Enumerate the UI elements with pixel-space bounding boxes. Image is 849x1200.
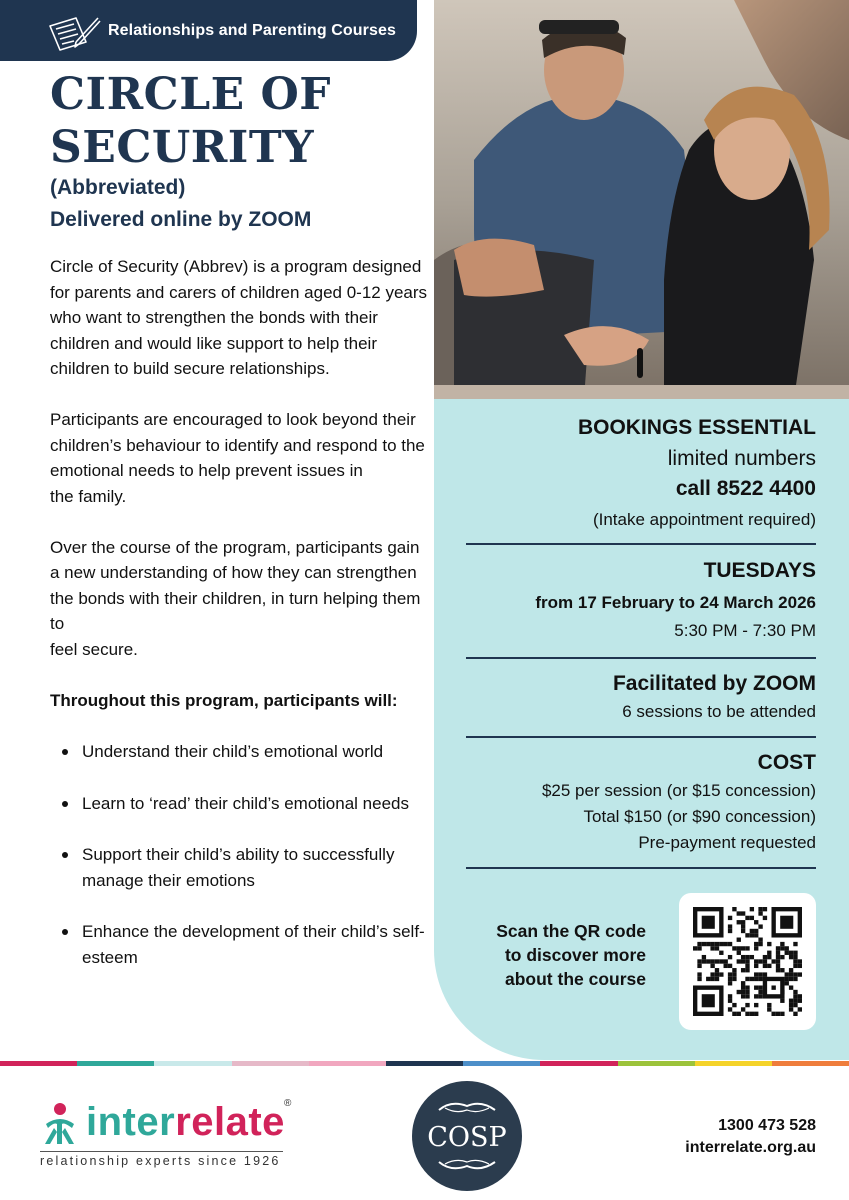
outcomes-list	[50, 739, 430, 970]
subtitle-abbreviated: (Abbreviated)	[50, 176, 186, 199]
list-heading: Throughout this program, participants will:	[50, 690, 398, 710]
header-tab	[0, 0, 417, 61]
stripe-segment	[232, 1061, 309, 1066]
stripe-segment	[695, 1061, 772, 1066]
cost-heading: COST	[757, 751, 816, 774]
qr-code-icon	[693, 907, 802, 1016]
day-heading: TUESDAYS	[703, 559, 816, 582]
color-stripe	[0, 1061, 849, 1066]
booking-details	[466, 413, 816, 869]
stripe-segment	[386, 1061, 463, 1066]
facilitated-heading: Facilitated by ZOOM	[612, 672, 816, 695]
sessions-note: 6 sessions to be attended	[622, 702, 816, 721]
booking-panel	[434, 399, 849, 1060]
logo-word-relate: relate	[175, 1100, 285, 1144]
participants-paragraph	[50, 407, 430, 509]
qr-caption	[484, 919, 646, 991]
date-range: from 17 February to 24 March 2026	[535, 593, 816, 612]
cost-total: Total $150 (or $90 concession)	[583, 807, 816, 826]
subtitle-delivery: Delivered online by ZOOM	[50, 208, 312, 231]
stripe-segment	[0, 1061, 77, 1066]
document-pen-icon	[46, 12, 102, 52]
qr-caption-line-1: Scan the QR code	[496, 921, 646, 941]
footer-phone[interactable]: 1300 473 528	[718, 1117, 816, 1134]
intro-paragraph: Circle of Security (Abbrev) is a program designed for parents and carers of children aged 0-12 years who want to strengthen the bonds with their children and would like support to help their children to build secure relationships.	[50, 257, 428, 378]
stripe-segment	[618, 1061, 695, 1066]
participants-paragraph-a: Participants are encouraged to look beyond their children’s behaviour to identify and respond to the emotional needs to help prevent issues in	[50, 410, 425, 480]
bookings-limited: limited numbers	[667, 447, 816, 470]
session-time: 5:30 PM - 7:30 PM	[674, 621, 816, 640]
header-tab-label: Relationships and Parenting Courses	[108, 22, 396, 39]
title-line-1: CIRCLE OF	[50, 69, 332, 120]
course-paragraph	[50, 535, 430, 663]
course-paragraph-a: Over the course of the program, participants gain a new understanding of how they can strengthen the bonds with their children, in turn helping them to	[50, 537, 421, 633]
stripe-segment	[154, 1061, 231, 1066]
logo-tagline: relationship experts since 1926	[40, 1154, 281, 1168]
stripe-segment	[77, 1061, 154, 1066]
interrelate-logo[interactable]	[40, 1098, 300, 1173]
stripe-segment	[540, 1061, 617, 1066]
list-item: Understand their child’s emotional world	[82, 739, 430, 765]
page-subtitle	[50, 172, 311, 236]
page-title	[50, 68, 331, 174]
cosp-text: COSP	[427, 1122, 507, 1153]
qr-code[interactable]	[679, 893, 816, 1030]
stripe-segment	[309, 1061, 386, 1066]
bookings-heading: BOOKINGS ESSENTIAL	[577, 416, 816, 439]
body-column	[50, 254, 430, 996]
logo-wordmark	[86, 1100, 285, 1144]
stripe-segment	[463, 1061, 540, 1066]
panel-divider	[466, 657, 816, 659]
panel-divider	[466, 867, 816, 869]
participants-paragraph-b: the family.	[50, 486, 127, 506]
list-item: Support their child’s ability to successfully manage their emotions	[82, 842, 430, 893]
panel-divider	[466, 543, 816, 545]
qr-caption-line-2: to discover more	[504, 945, 646, 965]
hero-photo	[434, 0, 849, 399]
logo-divider	[40, 1151, 283, 1152]
footer-contact	[685, 1115, 816, 1159]
list-item: Enhance the development of their child’s self-esteem	[82, 919, 430, 970]
registered-mark: ®	[284, 1098, 292, 1109]
father-daughter-photo	[434, 0, 849, 399]
logo-word-inter: inter	[86, 1100, 176, 1144]
title-line-2: SECURITY	[50, 122, 315, 173]
qr-caption-line-3: about the course	[505, 969, 646, 989]
cost-per-session: $25 per session (or $15 concession)	[541, 781, 816, 800]
course-paragraph-b: feel secure.	[50, 639, 138, 659]
intake-note: (Intake appointment required)	[592, 510, 816, 529]
person-icon	[40, 1102, 80, 1146]
phone-cta: call 8522 4400	[675, 477, 816, 500]
panel-divider	[466, 736, 816, 738]
cost-prepayment: Pre-payment requested	[638, 833, 816, 852]
cosp-logo	[411, 1080, 523, 1192]
list-item: Learn to ‘read’ their child’s emotional needs	[82, 791, 430, 817]
footer-website[interactable]: interrelate.org.au	[685, 1139, 816, 1156]
stripe-segment	[772, 1061, 849, 1066]
